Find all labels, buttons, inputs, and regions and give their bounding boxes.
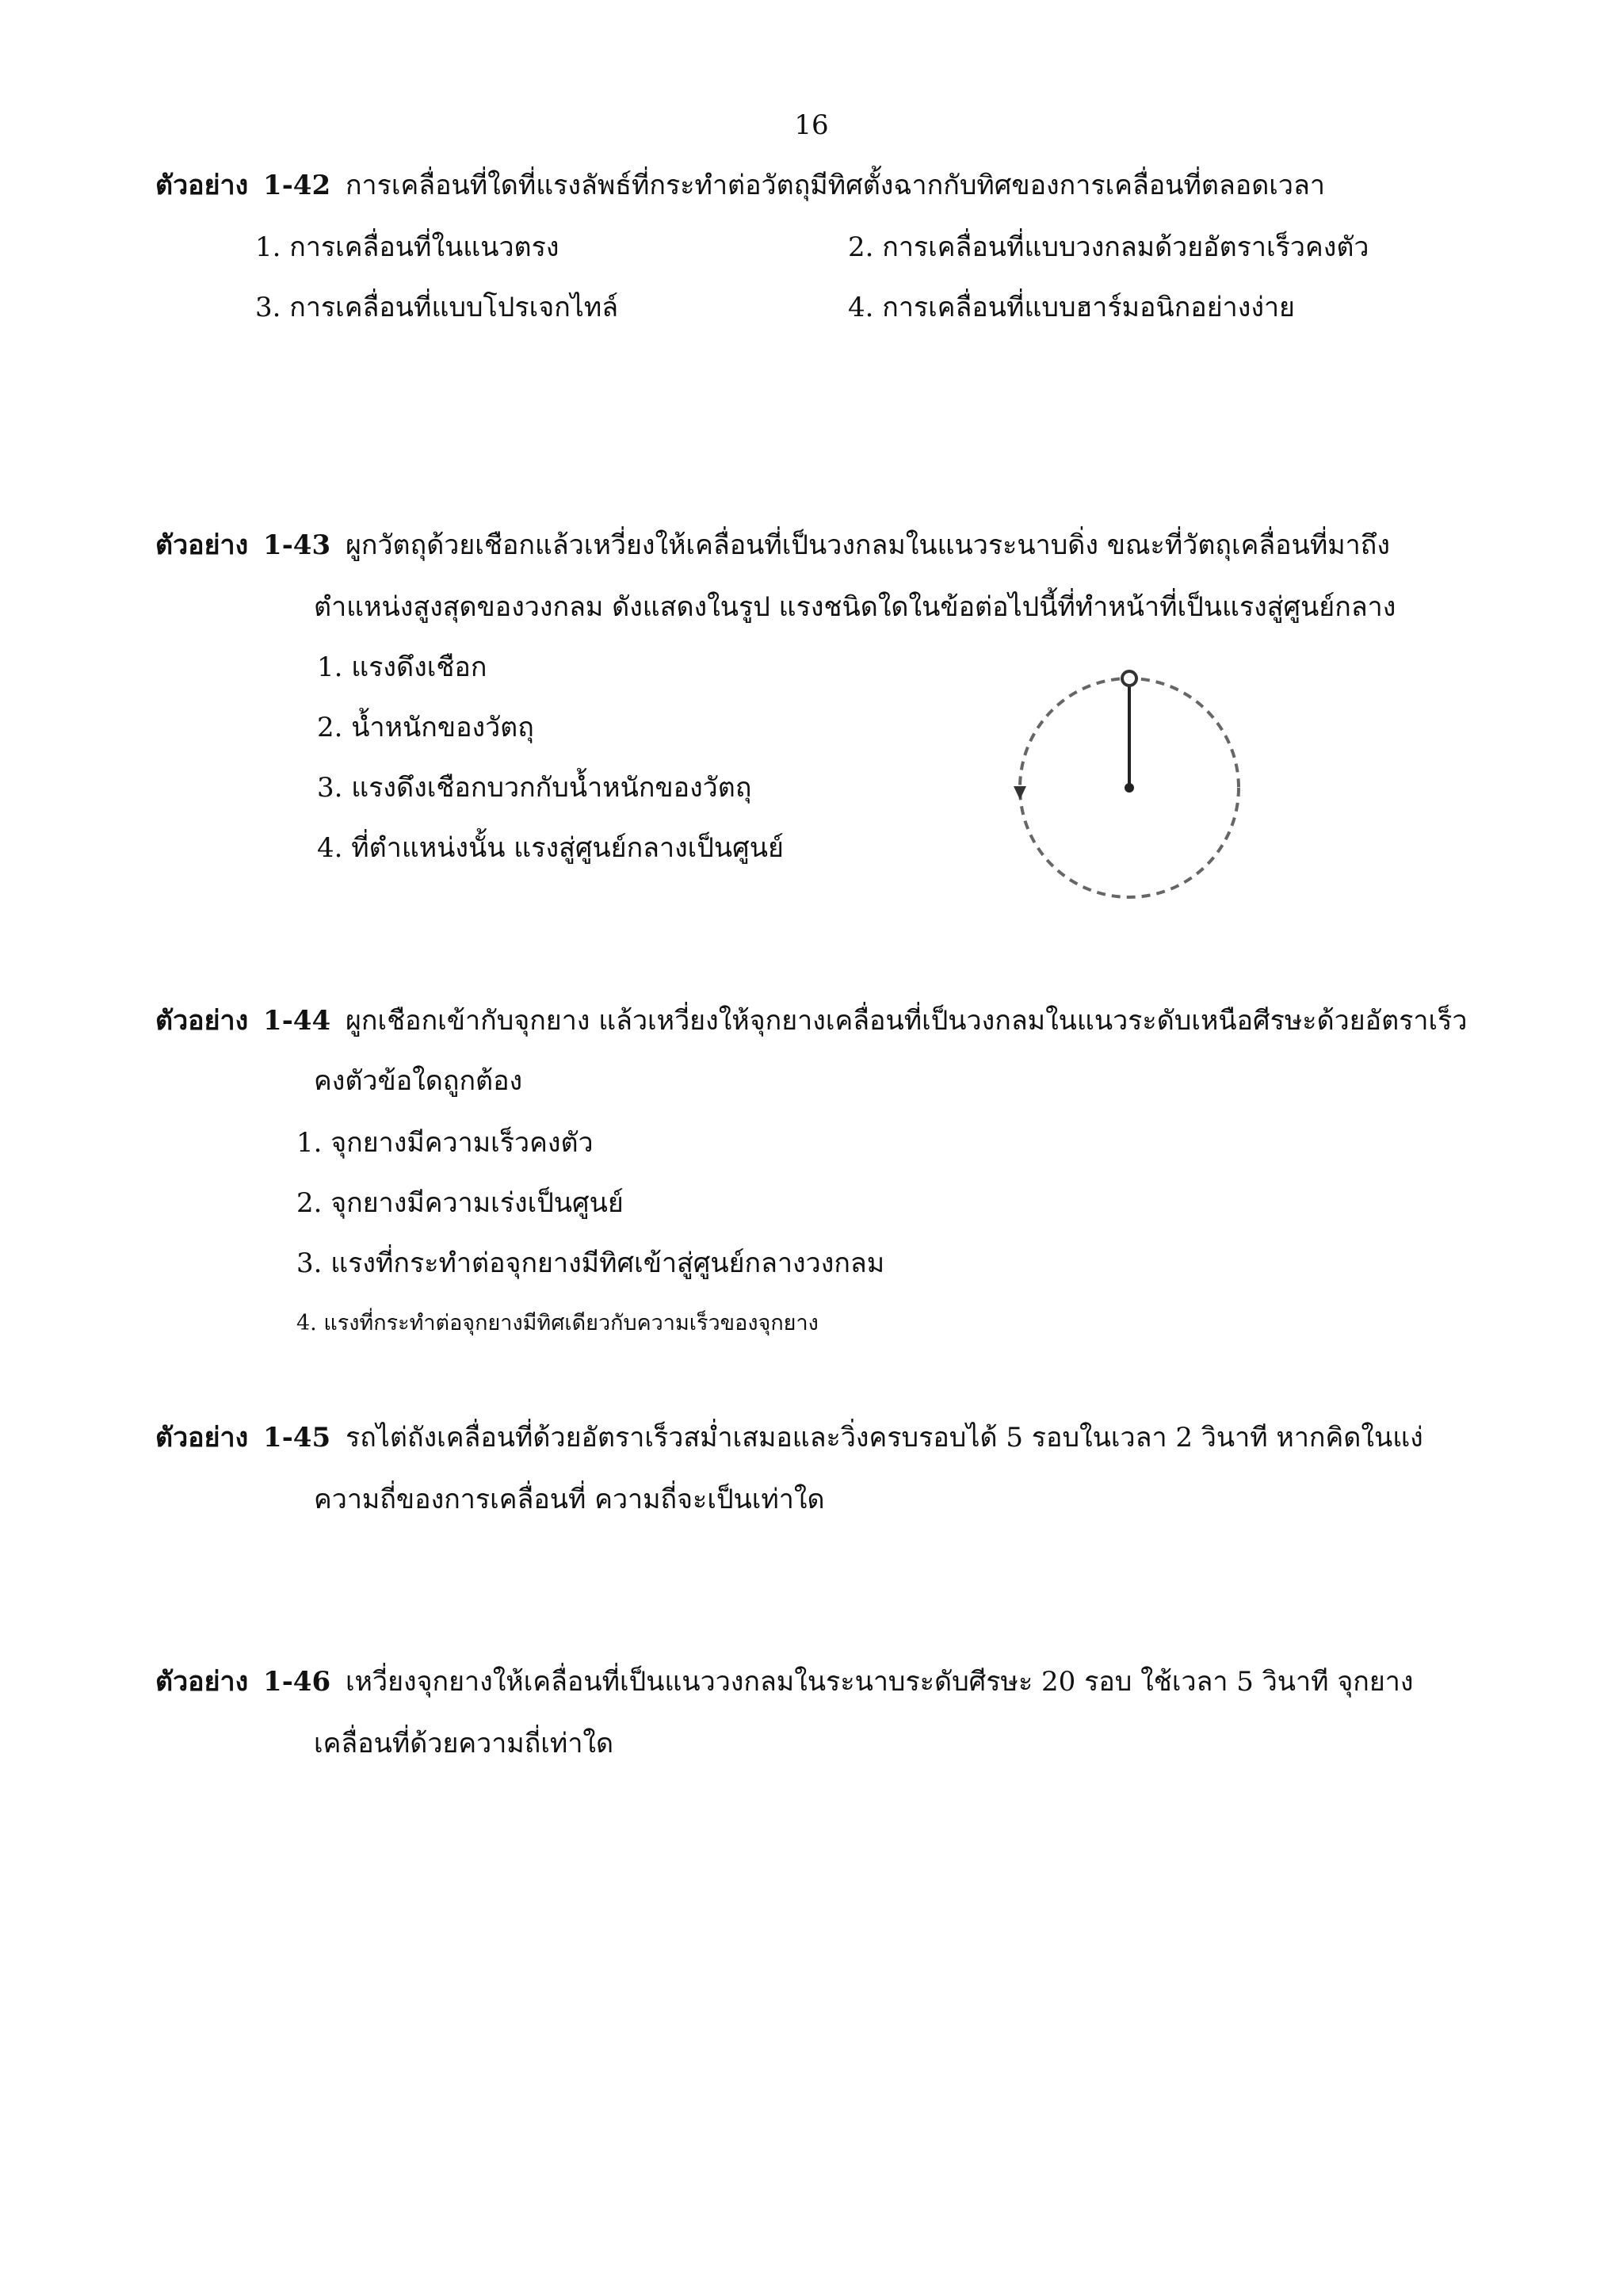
choice: 1. จุกยางมีความเร็วคงตัว [296,1127,594,1159]
example-number: 1-43 [263,529,331,561]
question-line [155,528,1390,563]
question-line [155,1420,1423,1455]
example-number: 1-44 [263,1005,331,1037]
question-line: ตำแหน่งสูงสุดของวงกลม ดังแสดงในรูป แรงชนิดใดในข้อต่อไปนี้ที่ทำหน้าที่เป็นแรงสู่ศูนย์กลาง [314,591,1396,623]
example-label: ตัวอย่าง [155,1666,249,1698]
question-line [155,1003,1468,1038]
choice: 4. การเคลื่อนที่แบบฮาร์มอนิกอย่างง่าย [848,292,1295,323]
question-line: เคลื่อนที่ด้วยความถี่เท่าใด [314,1728,614,1759]
center-point [1125,783,1134,793]
question-text: ผูกวัตถุด้วยเชือกแล้วเหวี่ยงให้เคลื่อนที่เป็นวงกลมในแนวระนาบดิ่ง ขณะที่วัตถุเคลื่อนที่มาถึง [345,529,1390,561]
choice: 2. จุกยางมีความเร่งเป็นศูนย์ [296,1187,624,1219]
choice: 4. แรงที่กระทำต่อจุกยางมีทิศเดียวกับความเร็วของจุกยาง [296,1311,819,1335]
choice: 3. แรงที่กระทำต่อจุกยางมีทิศเข้าสู่ศูนย์กลางวงกลม [296,1247,885,1279]
question-line [155,168,1325,203]
question-text: รถไต่ถังเคลื่อนที่ด้วยอัตราเร็วสม่ำเสมอและวิ่งครบรอบได้ 5 รอบในเวลา 2 วินาที หากคิดในแง่ [345,1422,1423,1454]
object-at-top [1122,671,1136,686]
choice: 1. การเคลื่อนที่ในแนวตรง [255,231,559,263]
choice: 4. ที่ตำแหน่งนั้น แรงสู่ศูนย์กลางเป็นศูนย์ [317,832,784,864]
circular-motion-diagram [1002,656,1256,908]
example-number: 1-42 [263,170,331,201]
example-label: ตัวอย่าง [155,1422,249,1454]
question-line [155,1664,1414,1699]
question-line: คงตัวข้อใดถูกต้อง [314,1065,523,1097]
example-label: ตัวอย่าง [155,170,249,201]
question-text: ผูกเชือกเข้ากับจุกยาง แล้วเหวี่ยงให้จุกยางเคลื่อนที่เป็นวงกลมในแนวระดับเหนือศีรษะด้วยอัตราเร็ว [345,1005,1468,1037]
choice: 2. น้ำหนักของวัตถุ [317,712,534,743]
choice: 3. การเคลื่อนที่แบบโปรเจกไทล์ [255,292,619,323]
example-label: ตัวอย่าง [155,1005,249,1037]
question-line: ความถี่ของการเคลื่อนที่ ความถี่จะเป็นเท่าใด [314,1484,825,1515]
direction-arrow [1014,786,1026,800]
page-number: 16 [794,109,829,141]
example-number: 1-46 [263,1666,331,1698]
choice: 3. แรงดึงเชือกบวกกับน้ำหนักของวัตถุ [317,772,752,804]
question-text: การเคลื่อนที่ใดที่แรงลัพธ์ที่กระทำต่อวัตถุมีทิศตั้งฉากกับทิศของการเคลื่อนที่ตลอดเวลา [345,170,1325,201]
question-text: เหวี่ยงจุกยางให้เคลื่อนที่เป็นแนววงกลมในระนาบระดับศีรษะ 20 รอบ ใช้เวลา 5 วินาที จุกยาง [345,1666,1414,1698]
example-label: ตัวอย่าง [155,529,249,561]
choice: 1. แรงดึงเชือก [317,651,487,683]
choice: 2. การเคลื่อนที่แบบวงกลมด้วยอัตราเร็วคงตัว [848,231,1369,263]
example-number: 1-45 [263,1422,331,1454]
